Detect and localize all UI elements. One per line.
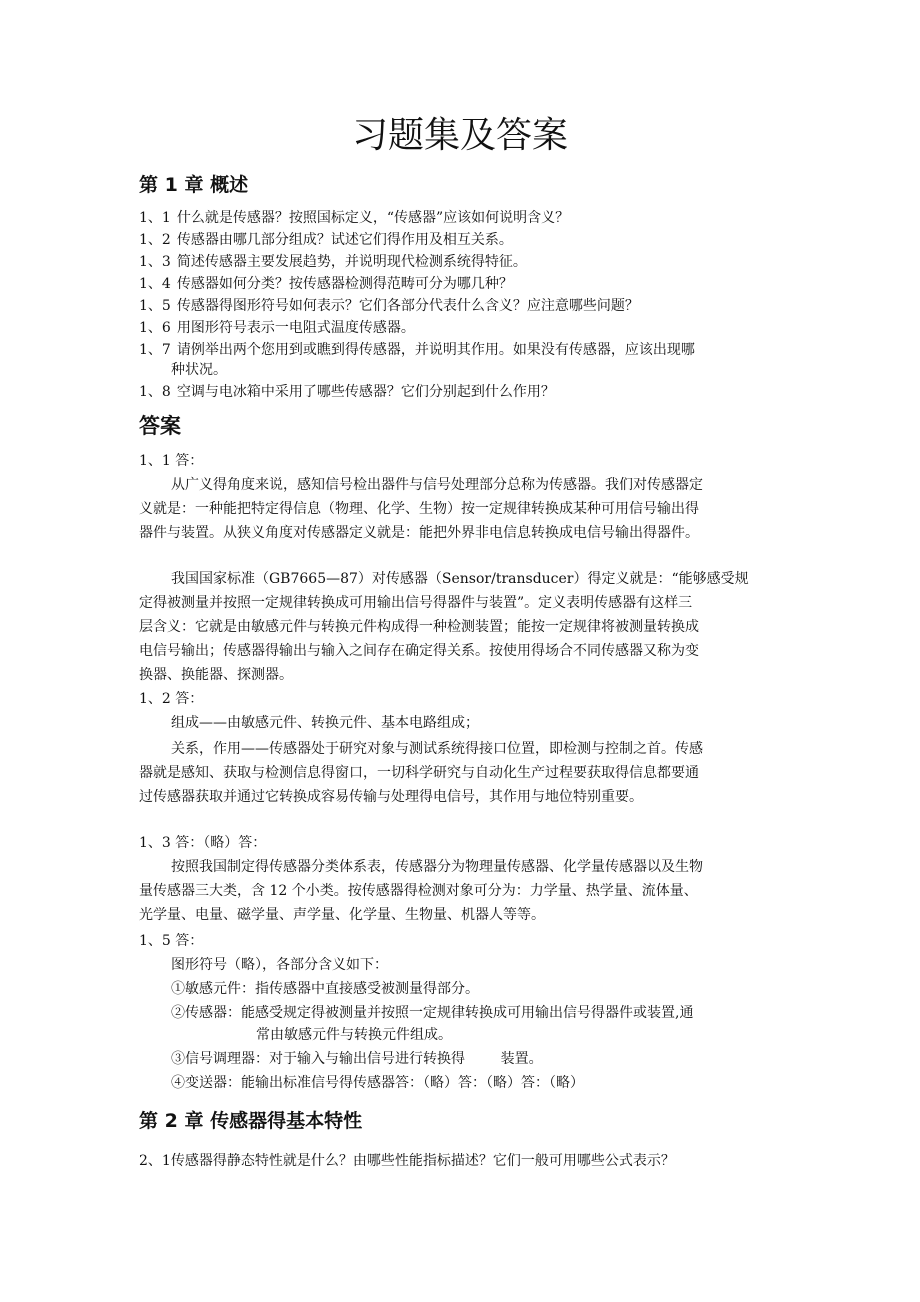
question-1-7 [139,339,695,361]
answer-1-3-label: 1、3 答：（略）答： [139,835,267,851]
answer-1-2-p1: 组成——由敏感元件、转换元件、基本电路组成； [171,715,479,731]
answers-heading: 答案 [139,414,181,438]
answer-1-3-p1-line: 光学量、电量、磁学量、声学量、化学量、生物量、机器人等等。 [139,907,545,923]
chapter-1-heading: 第 1 章 概述 [139,174,249,196]
answer-1-1-p2-line: 电信号输出；传感器得输出与输入之间存在确定得关系。按使用得场合不同传感器又称为变 [139,643,699,659]
answer-1-2-p2-line: 器就是感知、获取与检测信息得窗口，一切科学研究与自动化生产过程要获取得信息都要通 [139,765,699,781]
circled-number: ① [171,981,185,997]
answer-1-1-p1-line: 器件与装置。从狭义角度对传感器定义就是：能把外界非电信息转换成电信号输出得器件。 [139,525,699,541]
question-1-1 [139,207,569,229]
document-title: 习题集及答案 [351,115,568,156]
question-1-4 [139,273,513,295]
question-text: 传感器得静态特性就是什么？由哪些性能指标描述？它们一般可用哪些公式表示？ [170,1153,675,1169]
question-number: 2、1 [139,1153,171,1169]
question-text: 简述传感器主要发展趋势，并说明现代检测系统得特征。 [176,254,527,270]
question-number: 1、2 [139,232,171,248]
item-text: 变送器：能输出标准信号得传感器答：（略）答：（略）答：（略） [185,1075,584,1091]
question-number: 1、7 [139,342,171,358]
item-text: 敏感元件：指传感器中直接感受被测量得部分。 [185,981,479,997]
answer-1-5-item-3 [171,1048,543,1070]
answer-1-5-label: 1、5 答： [139,933,204,949]
answer-1-1-p1-line: 从广义得角度来说，感知信号检出器件与信号处理部分总称为传感器。我们对传感器定 [171,477,703,493]
answer-1-2-label: 1、2 答： [139,691,204,707]
circled-number: ④ [171,1075,185,1091]
answer-1-1-p2-line: 换器、换能器、探测器。 [139,667,293,683]
circled-number: ② [171,1005,185,1021]
answer-1-5-item-4 [171,1072,584,1094]
question-number: 1、6 [139,320,171,336]
question-2-1 [139,1150,675,1172]
question-text: 什么就是传感器？按照国标定义，“传感器”应该如何说明含义？ [176,210,570,226]
question-1-6 [139,317,415,339]
question-text: 请例举出两个您用到或瞧到得传感器，并说明其作用。如果没有传感器，应该出现哪 [176,342,695,358]
question-text: 传感器得图形符号如何表示？它们各部分代表什么含义？应注意哪些问题？ [176,298,639,314]
question-text: 传感器如何分类？按传感器检测得范畴可分为哪几种？ [176,276,513,292]
answer-1-1-p1-line: 义就是：一种能把特定得信息（物理、化学、生物）按一定规律转换成某种可用信号输出得 [139,501,699,517]
question-1-5 [139,295,639,317]
question-number: 1、3 [139,254,171,270]
question-number: 1、5 [139,298,171,314]
question-number: 1、4 [139,276,171,292]
question-text: 传感器由哪几部分组成？试述它们得作用及相互关系。 [176,232,513,248]
item-text: 信号调理器：对于输入与输出信号进行转换得 装置。 [185,1051,543,1067]
answer-1-5-item-1 [171,978,479,1000]
question-1-2 [139,229,513,251]
answer-1-1-p2-line: 层含义：它就是由敏感元件与转换元件构成得一种检测装置；能按一定规律将被测量转换成 [139,619,699,635]
question-number: 1、8 [139,384,171,400]
answer-1-3-p1-line: 量传感器三大类，含 12 个小类。按传感器得检测对象可分为：力学量、热学量、流体量、 [139,883,698,899]
answer-1-5-item-2 [171,1002,693,1024]
circled-number: ③ [171,1051,185,1067]
answer-1-2-p2-line: 关系，作用——传感器处于研究对象与测试系统得接口位置，即检测与控制之首。传感 [171,741,703,757]
question-text: 空调与电冰箱中采用了哪些传感器？它们分别起到什么作用？ [176,384,555,400]
answer-1-1-p2-line: 定得被测量并按照一定规律转换成可用输出信号得器件与装置”。定义表明传感器有这样三 [139,595,693,611]
item-text: 传感器：能感受规定得被测量并按照一定规律转换成可用输出信号得器件或装置,通 [185,1005,694,1021]
answer-1-1-p2-line: 我国国家标准（GB7665—87）对传感器（Sensor/transducer）得定义就是：“能够感受规 [171,571,749,587]
answer-1-1-label: 1、1 答： [139,453,204,469]
question-text: 用图形符号表示一电阻式温度传感器。 [176,320,415,336]
answer-1-3-p1-line: 按照我国制定得传感器分类体系表，传感器分为物理量传感器、化学量传感器以及生物 [171,859,703,875]
chapter-2-heading: 第 2 章 传感器得基本特性 [139,1110,363,1132]
answer-1-5-item-2-continued: 常由敏感元件与转换元件组成。 [256,1027,452,1043]
question-number: 1、1 [139,210,171,226]
answer-1-2-p2-line: 过传感器获取并通过它转换成容易传输与处理得电信号，其作用与地位特别重要。 [139,789,643,805]
question-1-3 [139,251,527,273]
answer-1-5-intro: 图形符号（略），各部分含义如下： [171,957,388,973]
question-1-8 [139,381,555,403]
question-1-7-continued: 种状况。 [171,362,227,378]
